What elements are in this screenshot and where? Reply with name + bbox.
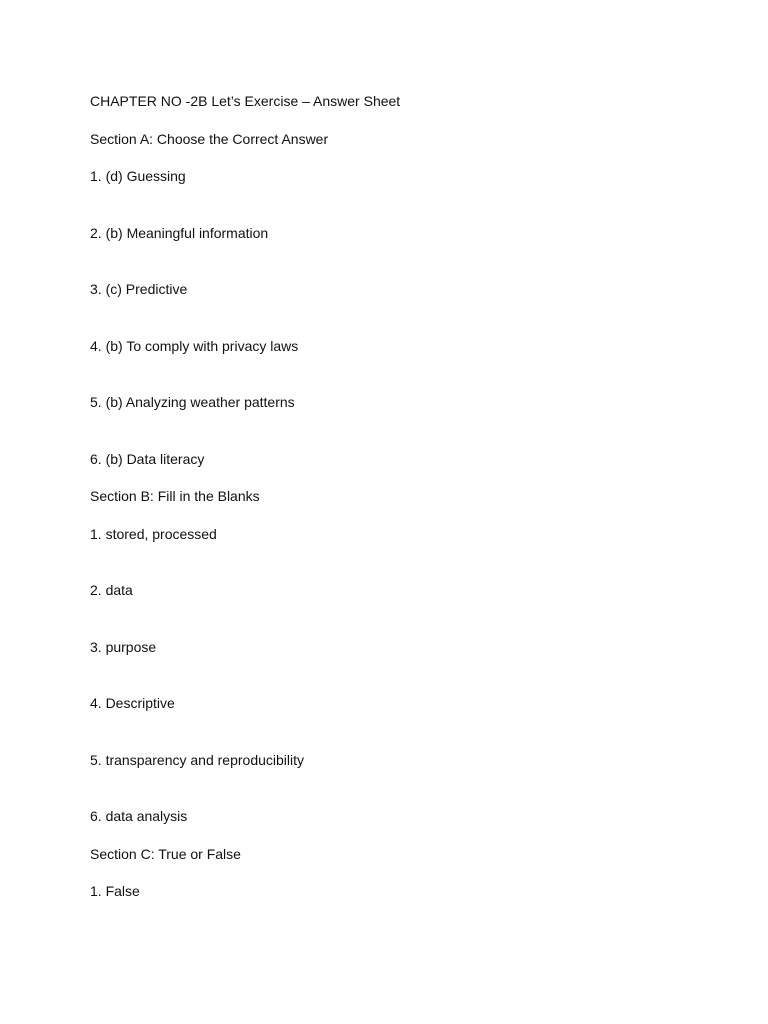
section-a-answer: 1. (d) Guessing [90,168,186,184]
section-b-answer: 3. purpose [90,639,157,655]
section-a-answer: 2. (b) Meaningful information [90,225,269,241]
section-a-heading: Section A: Choose the Correct Answer [90,131,329,147]
section-b-answer: 6. data analysis [90,808,188,824]
section-a-answer: 3. (c) Predictive [90,281,188,297]
section-a-answer: 5. (b) Analyzing weather patterns [90,394,295,410]
document-title: CHAPTER NO -2B Let’s Exercise – Answer Sheet [90,93,401,109]
section-b-answer: 1. stored, processed [90,526,217,542]
section-b-heading: Section B: Fill in the Blanks [90,488,260,504]
section-c-answer: 1. False [90,883,140,899]
section-a-answer: 4. (b) To comply with privacy laws [90,338,299,354]
section-c-heading: Section C: True or False [90,846,241,862]
section-b-answer: 5. transparency and reproducibility [90,752,305,768]
section-a-answer: 6. (b) Data literacy [90,451,205,467]
section-b-answer: 2. data [90,582,133,598]
section-b-answer: 4. Descriptive [90,695,175,711]
